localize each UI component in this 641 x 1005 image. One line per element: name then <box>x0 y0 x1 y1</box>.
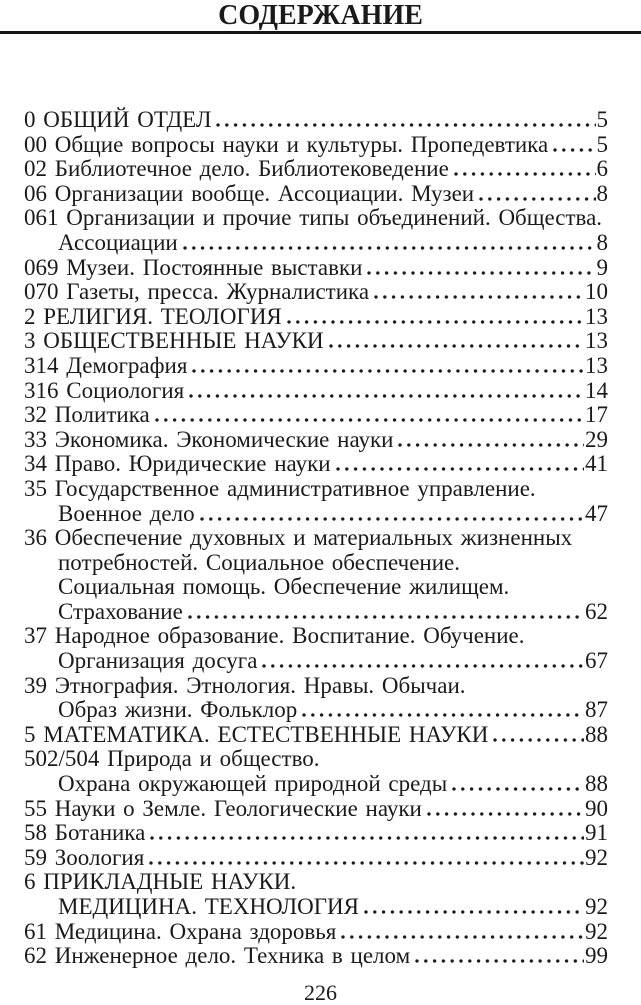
toc-entry-line <box>24 452 608 477</box>
entry-text: 502/504 Природа и общество. <box>24 746 320 772</box>
toc-entry-line <box>24 526 608 551</box>
entry-page-number: 67 <box>585 648 608 674</box>
entry-page-number: 17 <box>585 402 608 428</box>
dot-leader <box>415 959 584 963</box>
entry-page-number: 99 <box>585 943 608 969</box>
entry-page-number: 88 <box>585 721 608 747</box>
entry-text: 39 Этнография. Этнология. Нравы. Обычаи. <box>24 672 466 698</box>
dot-leader <box>183 246 596 250</box>
entry-page-number: 13 <box>585 303 608 329</box>
toc-entry-line <box>24 133 608 158</box>
entry-page-number: 92 <box>585 894 608 919</box>
entry-page-number: 47 <box>585 500 608 526</box>
entry-page-number: 62 <box>585 598 608 624</box>
entry-page-number: 5 <box>596 131 608 157</box>
dot-leader <box>262 664 584 668</box>
dot-leader <box>479 197 595 201</box>
toc-entry-line <box>24 182 608 207</box>
entry-text: 316 Социология <box>24 377 185 403</box>
toc-entry-line <box>24 108 608 133</box>
dot-leader <box>149 861 584 865</box>
entry-text: Социальная помощь. Обеспечение жилищем. <box>58 574 510 600</box>
entry-page-number: 13 <box>585 328 608 354</box>
toc-entry-line <box>24 575 608 600</box>
toc-entry-line <box>24 870 608 895</box>
dot-leader <box>341 935 584 939</box>
entry-page-number: 8 <box>596 229 608 255</box>
toc-entry-line <box>24 403 608 428</box>
toc-entry-line <box>24 821 608 846</box>
entry-text: 36 Обеспечение духовных и материальных жизненных <box>24 525 573 551</box>
toc-entry-line <box>24 477 608 502</box>
entry-text: Образ жизни. Фольклор <box>58 697 298 723</box>
toc-entry-line <box>24 698 608 723</box>
entry-text: МЕДИЦИНА. ТЕХНОЛОГИЯ <box>58 894 359 919</box>
toc-entry-line <box>24 280 608 305</box>
entry-text: Охрана окружающей природной среды <box>58 771 448 797</box>
toc-entry-line <box>24 551 608 576</box>
entry-page-number: 10 <box>585 279 608 305</box>
entry-text: 5 МАТЕМАТИКА. ЕСТЕСТВЕННЫЕ НАУКИ <box>24 721 489 747</box>
entry-page-number: 88 <box>585 771 608 797</box>
toc-entry-line <box>24 428 608 453</box>
entry-text: 3 ОБЩЕСТВЕННЫЕ НАУКИ <box>24 328 324 354</box>
entry-page-number: 13 <box>585 352 608 378</box>
dot-leader <box>452 787 584 791</box>
entry-text: 069 Музеи. Постоянные выставки <box>24 254 363 280</box>
dot-leader <box>364 910 584 914</box>
entry-text: 02 Библиотечное дело. Библиотековедение <box>24 156 449 182</box>
entry-page-number: 5 <box>596 107 608 132</box>
entry-text: Организация досуга <box>58 648 258 674</box>
entry-text: 33 Экономика. Экономические науки <box>24 426 394 452</box>
entry-text: 2 РЕЛИГИЯ. ТЕОЛОГИЯ <box>24 303 282 329</box>
dot-leader <box>150 836 584 840</box>
entry-page-number: 41 <box>585 451 608 477</box>
entry-text: 35 Государственное административное управление. <box>24 475 536 501</box>
dot-leader <box>188 615 584 619</box>
dot-leader <box>155 418 584 422</box>
entry-page-number: 8 <box>596 180 608 206</box>
toc-entry-line <box>24 624 608 649</box>
dot-leader <box>398 443 584 447</box>
toc-entry-line <box>24 944 608 969</box>
toc-entry-line <box>24 772 608 797</box>
entry-text: 00 Общие вопросы науки и культуры. Пропедевтика <box>24 131 549 157</box>
page-number: 226 <box>304 979 337 1005</box>
dot-leader <box>192 369 584 373</box>
dot-leader <box>189 394 584 398</box>
entry-text: 61 Медицина. Охрана здоровья <box>24 918 337 944</box>
toc-entry-line <box>24 305 608 330</box>
entry-text: потребностей. Социальное обеспечение. <box>58 549 460 575</box>
toc-entry-line <box>24 895 608 920</box>
toc-entry-line <box>24 649 608 674</box>
dot-leader <box>200 517 584 521</box>
page-title: СОДЕРЖАНИЕ <box>218 0 423 31</box>
entry-text: 070 Газеты, пресса. Журналистика <box>24 279 370 305</box>
entry-text: 37 Народное образование. Воспитание. Обучение. <box>24 623 525 649</box>
toc-entry-line <box>24 600 608 625</box>
dot-leader <box>454 172 596 176</box>
dot-leader <box>553 148 595 152</box>
entry-page-number: 92 <box>585 918 608 944</box>
entry-text: 0 ОБЩИЙ ОТДЕЛ <box>24 107 212 132</box>
dot-leader <box>336 467 584 471</box>
dot-leader <box>302 713 584 717</box>
toc-entry-line <box>24 256 608 281</box>
entry-text: Военное дело <box>58 500 195 526</box>
toc-entry-line <box>24 747 608 772</box>
toc-entry-line <box>24 846 608 871</box>
dot-leader <box>287 320 584 324</box>
entry-text: 62 Инженерное дело. Техника в целом <box>24 943 411 969</box>
toc-entry-line <box>24 157 608 182</box>
toc-entry-line <box>24 379 608 404</box>
toc-entry-line <box>24 920 608 945</box>
entry-text: 314 Демография <box>24 352 188 378</box>
entry-text: 06 Организации вообще. Ассоциации. Музеи <box>24 180 475 206</box>
dot-leader <box>427 812 584 816</box>
dot-leader <box>374 295 584 299</box>
toc-entry-line <box>24 797 608 822</box>
entry-page-number: 9 <box>596 254 608 280</box>
entry-text: 34 Право. Юридические науки <box>24 451 331 477</box>
entry-text: Страхование <box>58 598 183 624</box>
dot-leader <box>493 738 584 742</box>
entry-page-number: 29 <box>585 426 608 452</box>
entry-text: 061 Организации и прочие типы объединений. Общества. <box>24 205 603 231</box>
entry-page-number: 14 <box>585 377 608 403</box>
entry-text: Ассоциации <box>58 229 178 255</box>
toc-entry-line <box>24 231 608 256</box>
header-rule-divider <box>0 31 641 34</box>
entry-text: 6 ПРИКЛАДНЫЕ НАУКИ. <box>24 869 297 895</box>
entry-text: 59 Зоология <box>24 844 145 870</box>
entry-text: 58 Ботаника <box>24 820 146 846</box>
toc-entry-line <box>24 502 608 527</box>
toc-list <box>0 108 641 969</box>
toc-entry-line <box>24 674 608 699</box>
entry-text: 32 Политика <box>24 402 150 428</box>
toc-entry-line <box>24 723 608 748</box>
entry-page-number: 6 <box>596 156 608 182</box>
entry-text: 55 Науки о Земле. Геологические науки <box>24 795 422 821</box>
toc-entry-line <box>24 206 608 231</box>
dot-leader <box>367 271 595 275</box>
dot-leader <box>216 123 595 127</box>
entry-page-number: 87 <box>585 697 608 723</box>
entry-page-number: 90 <box>585 795 608 821</box>
toc-entry-line <box>24 329 608 354</box>
entry-page-number: 91 <box>585 820 608 846</box>
entry-page-number: 92 <box>585 844 608 870</box>
toc-entry-line <box>24 354 608 379</box>
dot-leader <box>329 344 584 348</box>
